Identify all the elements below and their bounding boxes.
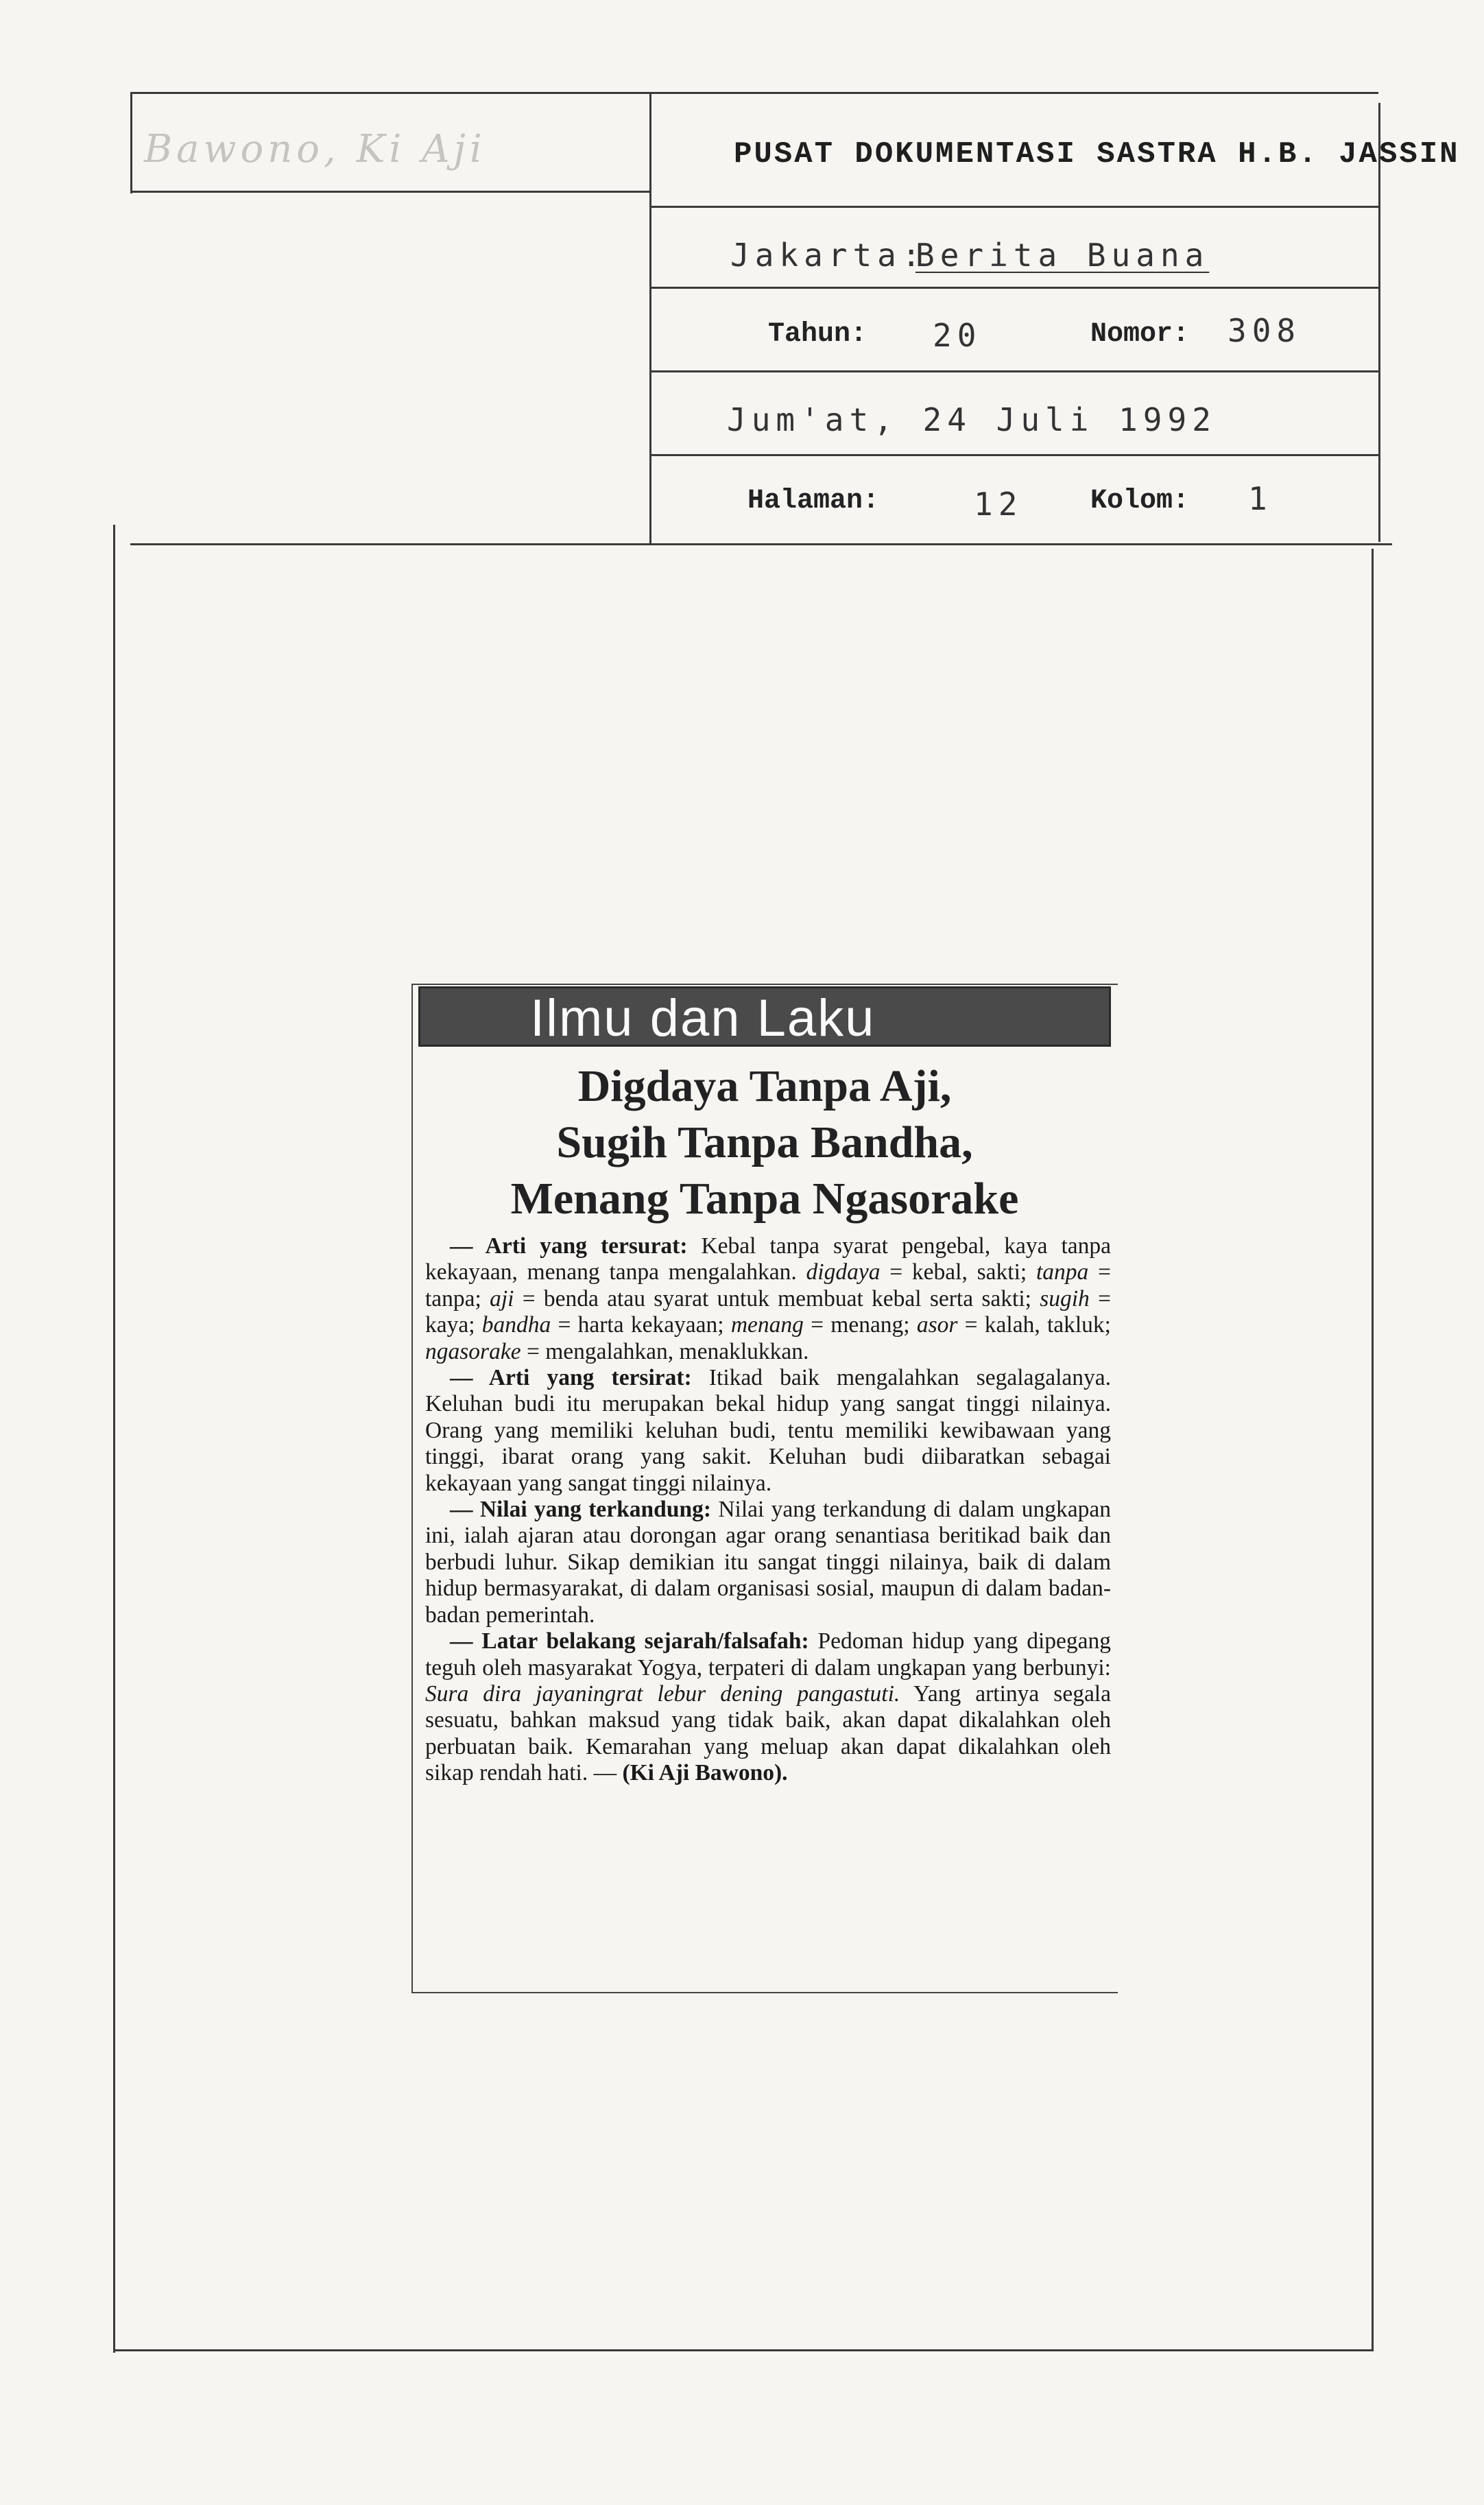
paragraph-text: Nilai yang terkandung di dalam ungkapan ini, ialah ajaran atau dorongan agar orang senantiasa beritikad baik dan berbudi luhur. Sikap demikian itu sangat tinggi nilainya, baik di dalam hidup bermasyarakat, di dalam organisasi sosial, maupun di dalam badan-badan pemerintah.	[425, 1497, 1111, 1628]
row-rule-3	[649, 370, 1378, 372]
paragraph-lead: — Latar belakang sejarah/falsafah:	[450, 1628, 809, 1654]
paragraph-text: Sura dira jayaningrat lebur dening pangastuti.	[425, 1681, 900, 1707]
article-paragraph	[425, 1233, 1111, 1365]
paragraph-text: Kebal tanpa syarat pengebal, kaya tanpa kekayaan, menang tanpa mengalahkan.	[425, 1233, 1111, 1285]
paragraph-text: = tanpa;	[425, 1259, 1111, 1311]
paragraph-text: ngasorake	[425, 1338, 521, 1364]
page-value: 12	[974, 486, 1023, 523]
handwritten-author-name: Bawono, Ki Aji	[144, 127, 486, 171]
sheet-top-rule	[130, 543, 1392, 545]
paragraph-text: = menang;	[803, 1312, 917, 1338]
paragraph-text: menang	[730, 1312, 804, 1338]
catalog-header-form	[0, 0, 1484, 549]
form-left-rule	[130, 92, 132, 193]
paragraph-text: Pedoman hidup yang dipegang teguh oleh masyarakat Yogya, terpateri di dalam ungkapan yang berbunyi:	[425, 1628, 1111, 1681]
number-value: 308	[1228, 312, 1302, 349]
newspaper-name: Berita Buana	[915, 237, 1210, 274]
sheet-right-rule	[1372, 549, 1374, 2351]
form-divider-vertical	[649, 92, 651, 545]
paragraph-text: = kaya;	[425, 1285, 1111, 1338]
row-rule-1	[649, 206, 1378, 208]
row-rule-4	[649, 454, 1378, 456]
article-paragraph	[425, 1497, 1111, 1628]
paragraph-text: (Ki Aji Bawono).	[622, 1760, 788, 1786]
article-body	[425, 1233, 1111, 1787]
year-value: 20	[933, 317, 982, 354]
headline-line-2: Sugih Tanpa Bandha,	[556, 1117, 973, 1167]
article-paragraph	[425, 1365, 1111, 1497]
form-top-rule	[130, 92, 1378, 94]
name-box-bottom-rule	[130, 191, 651, 193]
publication-date: Jum'at, 24 Juli 1992	[727, 401, 1217, 438]
paragraph-lead: — Nilai yang terkandung:	[450, 1497, 711, 1523]
headline-line-3: Menang Tanpa Ngasorake	[510, 1174, 1019, 1224]
paragraph-text: digdaya	[806, 1259, 881, 1285]
column-masthead: Ilmu dan Laku	[418, 986, 1111, 1047]
paragraph-text: Itikad baik mengalahkan segalagalanya. Keluhan budi itu merupakan bekal hidup yang sangat tinggi nilainya. Orang yang memiliki keluhan budi, tentu memiliki kewibawaan yang tinggi, ibarat orang yang sakit. Keluhan budi diibaratkan sebagai kekayaan yang sangat tinggi nilainya.	[425, 1365, 1111, 1496]
paragraph-text: asor	[916, 1312, 958, 1338]
paragraph-text: sugih	[1040, 1285, 1090, 1311]
number-label: Nomor:	[1090, 319, 1190, 350]
year-label: Tahun:	[768, 319, 867, 350]
paragraph-text: = benda atau syarat untuk membuat kebal serta sakti;	[514, 1285, 1040, 1311]
headline-line-1: Digdaya Tanpa Aji,	[577, 1061, 952, 1111]
sheet-bottom-rule	[113, 2349, 1372, 2351]
paragraph-text: = harta kekayaan;	[551, 1312, 731, 1338]
newspaper-clipping	[411, 980, 1118, 1995]
paragraph-text: tanpa	[1036, 1259, 1089, 1285]
organization-name: PUSAT DOKUMENTASI SASTRA H.B. JASSIN	[734, 137, 1460, 171]
row-rule-2	[649, 287, 1378, 289]
paragraph-text: = kebal, sakti;	[880, 1259, 1036, 1285]
paragraph-text: = kalah, takluk;	[957, 1312, 1111, 1338]
sheet-left-rule	[113, 525, 115, 2353]
paragraph-lead: — Arti yang tersurat:	[450, 1233, 688, 1259]
article-paragraph	[425, 1628, 1111, 1786]
column-value: 1	[1248, 480, 1273, 517]
clipping-top-edge	[411, 984, 1118, 985]
page-label: Halaman:	[747, 486, 880, 517]
paragraph-lead: — Arti yang tersirat:	[450, 1365, 692, 1391]
column-label: Kolom:	[1090, 486, 1190, 517]
clipping-bottom-edge	[411, 1992, 1118, 1993]
paragraph-text: Yang artinya segala sesuatu, bahkan maksud yang tidak baik, akan dapat dikalahkan oleh perbuatan baik. Kemarahan yang meluap akan dapat dikalahkan oleh sikap rendah hati. —	[425, 1681, 1111, 1786]
paragraph-text: = mengalahkan, menaklukkan.	[520, 1338, 809, 1364]
article-headline	[411, 1058, 1118, 1227]
paragraph-text: aji	[490, 1285, 514, 1311]
paragraph-text: bandha	[481, 1312, 551, 1338]
city-label: Jakarta:	[730, 237, 926, 274]
